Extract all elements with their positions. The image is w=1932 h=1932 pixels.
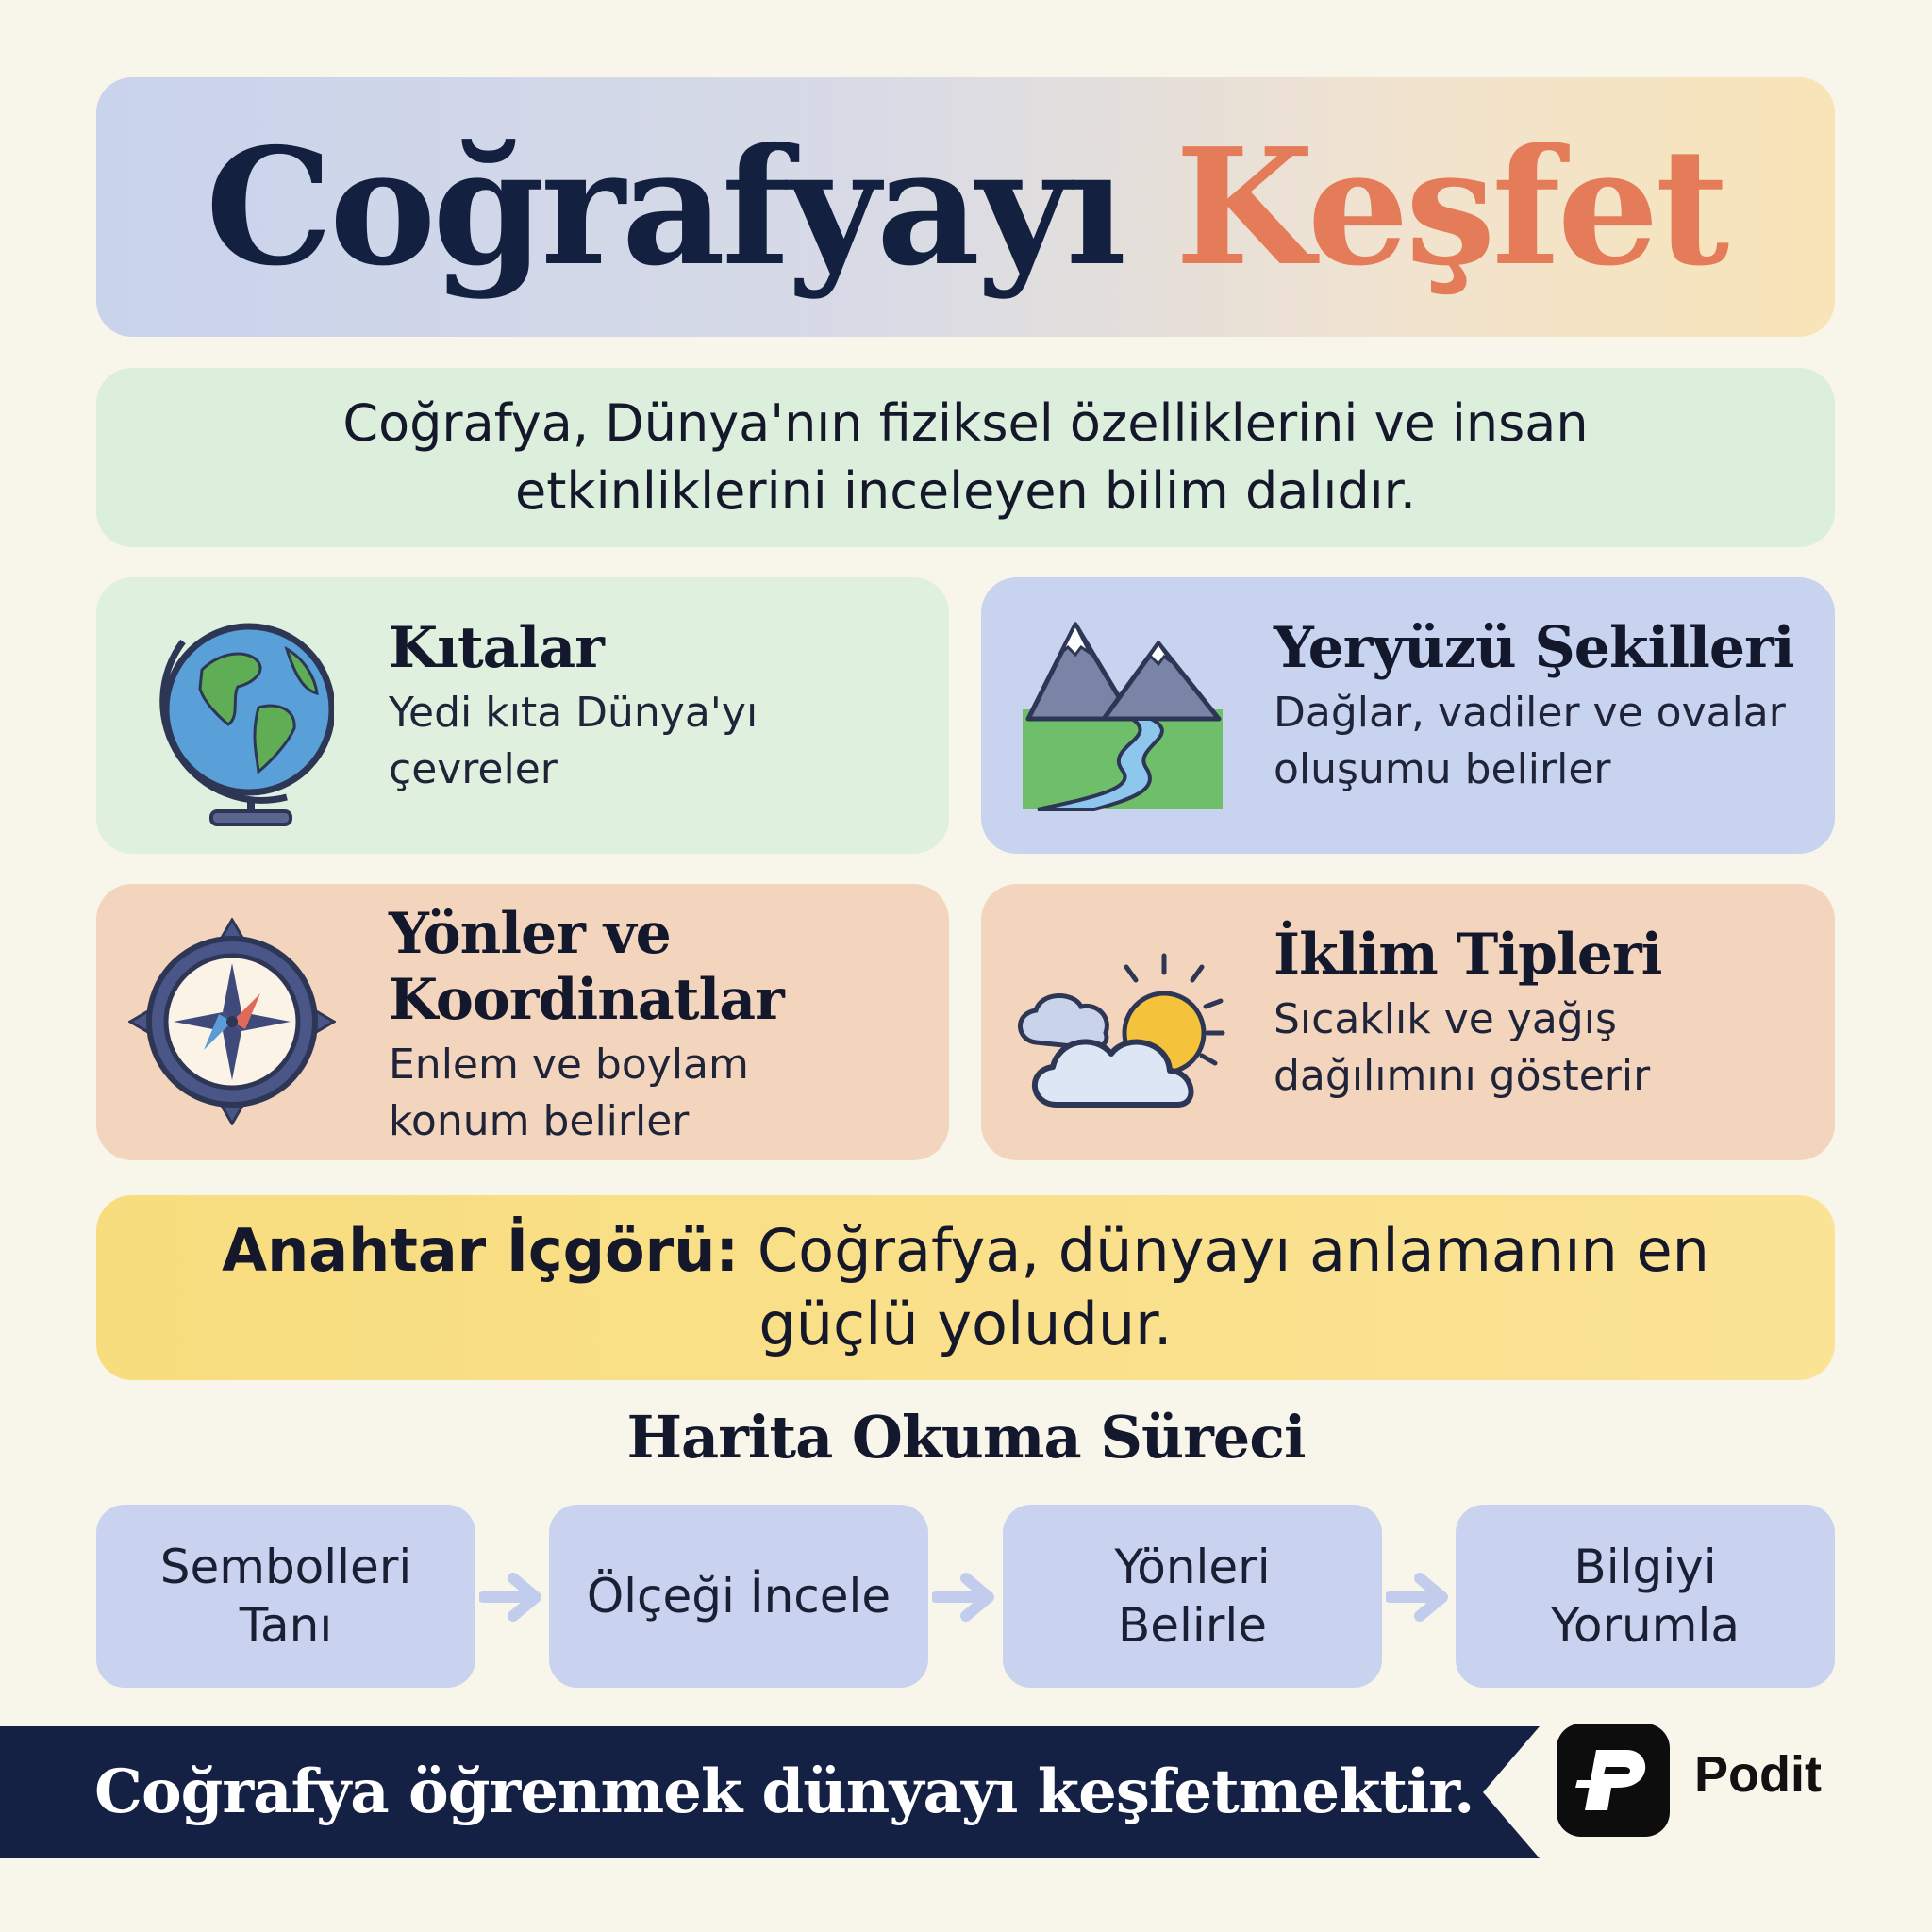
card-title: Yeryüzü Şekilleri	[1274, 615, 1794, 681]
process-step: Ölçeği İncele	[549, 1505, 928, 1688]
arrow-right-icon	[1386, 1571, 1452, 1624]
page-title	[205, 112, 1726, 302]
arrow-right-icon	[932, 1571, 998, 1624]
card-continents	[96, 577, 949, 854]
card-description: Enlem ve boylam konum belirler	[389, 1041, 749, 1145]
title-part2: Keşfet	[1174, 112, 1726, 302]
podit-logo-icon	[1557, 1724, 1670, 1837]
brand-name: Podit	[1694, 1746, 1822, 1803]
weather-icon	[1008, 939, 1243, 1127]
mountain-icon	[1019, 615, 1226, 813]
card-title: İklim Tipleri	[1274, 922, 1662, 988]
card-description: Dağlar, vadiler ve ovalar oluşumu belirler	[1274, 689, 1786, 793]
card-title: Kıtalar	[389, 615, 604, 681]
insight-label: Anahtar İçgörü:	[222, 1216, 740, 1285]
process-step: Yönleri Belirle	[1003, 1505, 1382, 1688]
title-part1: Coğrafyayı	[205, 112, 1124, 302]
card-directions	[96, 884, 949, 1160]
definition-text: Coğrafya, Dünya'nın fiziksel özelliklerini ve insan etkinliklerini inceleyen bilim dalıdır.	[342, 393, 1589, 521]
insight-text	[211, 1214, 1721, 1361]
insight-panel	[96, 1195, 1835, 1380]
card-landforms	[981, 577, 1835, 854]
globe-icon	[145, 604, 334, 830]
card-description: Yedi kıta Dünya'yı çevreler	[389, 689, 758, 793]
process-title: Harita Okuma Süreci	[626, 1403, 1306, 1472]
footer-text: Coğrafya öğrenmek dünyayı keşfetmektir.	[94, 1757, 1474, 1827]
arrow-right-icon	[479, 1571, 545, 1624]
insight-body: Coğrafya, dünyayı anlamanın en güçlü yoludur.	[757, 1216, 1709, 1358]
card-title: Yönler ve Koordinatlar	[389, 901, 784, 1033]
process-step: Sembolleri Tanı	[96, 1505, 475, 1688]
card-climate	[981, 884, 1835, 1160]
process-step: Bilgiyi Yorumla	[1456, 1505, 1835, 1688]
definition-panel	[96, 368, 1835, 547]
compass-icon	[128, 918, 336, 1125]
card-description: Sıcaklık ve yağış dağılımını gösterir	[1274, 995, 1651, 1100]
title-banner	[96, 77, 1835, 337]
